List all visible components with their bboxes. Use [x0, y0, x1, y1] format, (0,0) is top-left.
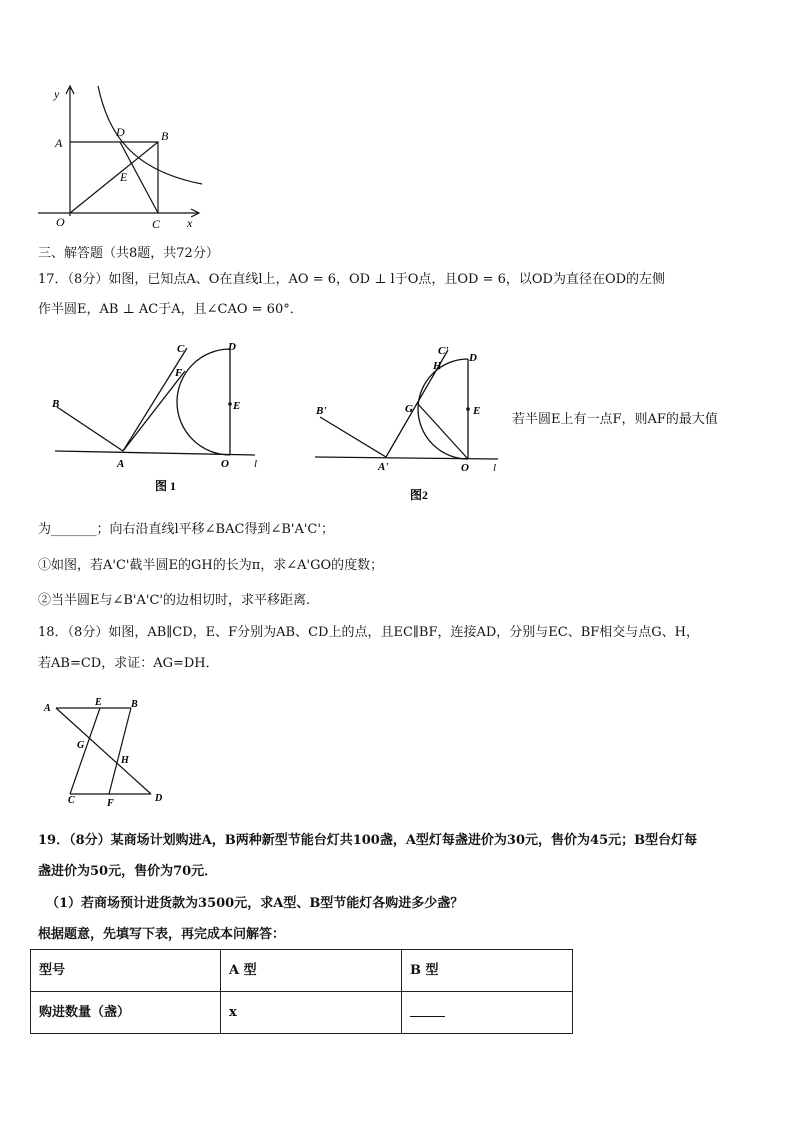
- q18-label-e: E: [95, 697, 102, 708]
- section-title: 三、解答题（共8题，共72分）: [38, 246, 219, 261]
- f2-caption: 图2: [410, 488, 429, 502]
- table-row: [31, 992, 573, 1034]
- table-cell-a: x: [221, 992, 402, 1034]
- f2-label-d: D: [469, 352, 477, 364]
- q18-label-c: C: [68, 795, 75, 806]
- q18-label-b: B: [131, 699, 138, 710]
- label-d: D: [116, 125, 125, 139]
- table-cell-label: 购进数量（盏）: [31, 992, 221, 1034]
- q19-line1: 19．（8分）某商场计划购进A，B两种新型节能台灯共100盏，A型灯每盏进价为30元，售价为45元；B型台灯每: [38, 833, 698, 848]
- table-header-row: [31, 950, 573, 992]
- hyperbola-curve: [98, 86, 202, 184]
- q18-label-f: F: [107, 798, 114, 809]
- label-b: B: [161, 129, 169, 143]
- segment-ad: [56, 708, 151, 794]
- f1-label-f: F: [175, 367, 183, 379]
- semicircle-e-2: [418, 359, 468, 459]
- diagonal-ob: [70, 142, 158, 213]
- table-header-cell: B 型: [402, 950, 573, 992]
- f1-label-d: D: [228, 341, 236, 353]
- q18-line1: 18．（8分）如图，AB∥CD，E、F分别为AB、CD上的点，且EC∥BF，连接AD，分别与EC、BF相交与点G、H，: [38, 625, 700, 640]
- segment-af: [123, 371, 185, 451]
- q18-line2: 若AB=CD，求证：AG=DH．: [38, 656, 219, 671]
- q18-figure: [38, 695, 173, 810]
- center-e-dot: [228, 402, 232, 406]
- q19-instruction: 根据题意，先填写下表，再完成本问解答：: [38, 927, 286, 942]
- f1-caption: 图 1: [155, 479, 177, 493]
- f2-label-o: O: [461, 462, 469, 474]
- q17-line2: 作半圆E，AB ⊥ AC于A，且∠CAO = 60°．: [38, 302, 303, 317]
- q19-part1: （1）若商场预计进货款为3500元，求A型、B型节能灯各购进多少盏？: [46, 896, 464, 911]
- f1-label-o: O: [221, 458, 229, 470]
- q17-figure-2: [310, 342, 510, 507]
- f1-label-e: E: [233, 400, 241, 412]
- f1-label-l: l: [254, 458, 258, 470]
- label-x: x: [187, 216, 193, 230]
- label-o: O: [56, 215, 65, 229]
- ray-a-b: [320, 417, 386, 457]
- q17-line1: 17．（8分）如图，已知点A、O在直线l上，AO = 6，OD ⊥ l于O点，且OD = 6，以OD为直径在OD的左侧: [38, 272, 666, 287]
- answer-blank[interactable]: [410, 1004, 445, 1017]
- table-header-cell: 型号: [31, 950, 221, 992]
- label-y: y: [54, 87, 60, 101]
- semicircle-e: [177, 349, 230, 455]
- f2-label-h: H: [433, 360, 442, 372]
- q19-table: [30, 949, 573, 1034]
- segment-ec: [70, 708, 100, 794]
- f2-label-l: l: [493, 462, 497, 474]
- q17-figure-1: [45, 338, 270, 498]
- q19-line2: 盏进价为50元，售价为70元．: [38, 864, 218, 879]
- table-cell-b-blank[interactable]: [402, 992, 573, 1034]
- f2-label-g: G: [405, 403, 413, 415]
- f1-label-b: B: [52, 398, 60, 410]
- f2-label-b: B': [316, 405, 327, 417]
- f2-label-a: A': [378, 461, 389, 473]
- label-a: A: [55, 136, 63, 150]
- f1-label-c: C: [177, 343, 185, 355]
- f2-label-e: E: [473, 405, 481, 417]
- segment-go: [418, 404, 468, 459]
- q17-line3: 为_______；向右沿直线l平移∠BAC得到∠B'A'C'；: [38, 522, 334, 537]
- q18-label-d: D: [155, 793, 163, 804]
- q18-label-h: H: [121, 755, 129, 766]
- label-c: C: [152, 217, 161, 230]
- q18-label-g: G: [77, 740, 85, 751]
- center-e-dot-2: [466, 407, 470, 411]
- q18-label-a: A: [44, 703, 51, 714]
- q17-side-text: 若半圆E上有一点F，则AF的最大值: [512, 412, 718, 427]
- segment-bf: [109, 708, 131, 794]
- table-header-cell: A 型: [221, 950, 402, 992]
- f1-label-a: A: [117, 458, 125, 470]
- coordinate-figure: [30, 80, 210, 230]
- label-e: E: [120, 170, 128, 184]
- ray-ab: [57, 407, 123, 451]
- f2-label-c: C': [438, 345, 449, 357]
- line-l-2: [315, 457, 498, 459]
- q17-part2: ②当半圆E与∠B'A'C'的边相切时，求平移距离.: [38, 593, 311, 608]
- q17-part1: ①如图，若A'C'截半圆E的GH的长为π，求∠A'GO的度数；: [38, 558, 384, 573]
